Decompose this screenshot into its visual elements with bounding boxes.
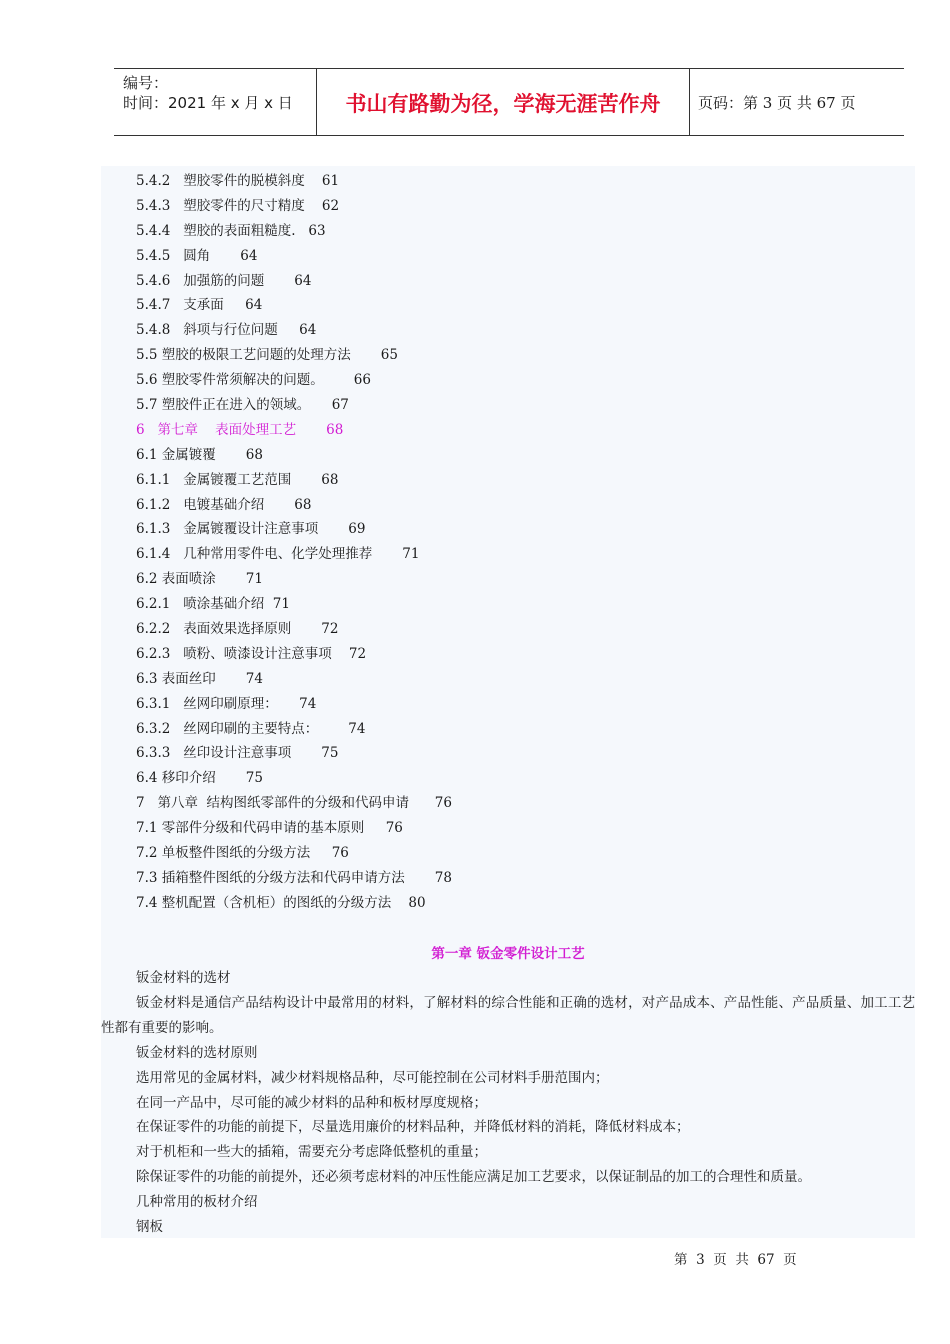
- toc-entry: 5.6 塑胶零件常须解决的问题。 66: [136, 372, 371, 389]
- toc-entry: 5.5 塑胶的极限工艺问题的处理方法 65: [136, 347, 398, 364]
- toc-entry: 5.4.3 塑胶零件的尺寸精度 62: [136, 197, 340, 214]
- body-paragraph: 钣金材料的选材原则: [136, 1044, 258, 1061]
- header-meta: [114, 69, 316, 135]
- header-page-info: 页码：第 3 页 共 67 页: [698, 93, 856, 112]
- toc-entry: 5.4.2 塑胶零件的脱模斜度 61: [136, 173, 340, 189]
- body-text: [101, 966, 915, 1240]
- toc-entry: 6.2 表面喷涂 71: [136, 571, 263, 588]
- toc-entry: 6 第七章 表面处理工艺 68: [136, 421, 344, 438]
- toc-entry: 6.3.2 丝网印刷的主要特点： 74: [136, 720, 366, 737]
- body-paragraph: 在同一产品中，尽可能的减少材料的品种和板材厚度规格；: [136, 1094, 487, 1111]
- toc-entry: 6.1.3 金属镀覆设计注意事项 69: [136, 521, 366, 538]
- toc-entry: 6.1.1 金属镀覆工艺范围 68: [136, 471, 339, 488]
- toc-entry: 5.4.6 加强筋的问题 64: [136, 272, 312, 289]
- body-paragraph: 钣金材料的选材: [136, 970, 231, 986]
- toc-entry: 7.1 零部件分级和代码申请的基本原则 76: [136, 820, 403, 837]
- toc-entry: 6.1 金属镀覆 68: [136, 446, 263, 463]
- body-paragraph: 钣金材料是通信产品结构设计中最常用的材料，了解材料的综合性能和正确的选材，对产品成本、产品性能、产品质量、加工工艺性都有重要的影响。: [101, 994, 915, 1036]
- toc-entry: 7.2 单板整件图纸的分级方法 76: [136, 845, 349, 862]
- code-label: 编号：: [123, 74, 169, 92]
- toc-entry: 6.2.1 喷涂基础介绍 71: [136, 596, 290, 613]
- body-paragraph: 几种常用的板材介绍: [136, 1194, 258, 1211]
- body-paragraph: 选用常见的金属材料，减少材料规格品种，尽可能控制在公司材料手册范围内；: [136, 1069, 609, 1086]
- toc-entry: 6.3 表面丝印 74: [136, 670, 263, 687]
- toc-entry: 6.3.1 丝网印刷原理： 74: [136, 695, 317, 712]
- page-header: [114, 68, 904, 136]
- toc-entry: 5.4.8 斜项与行位问题 64: [136, 322, 317, 339]
- toc-entry: 6.1.2 电镀基础介绍 68: [136, 496, 312, 513]
- toc-entry: 7 第八章 结构图纸零部件的分级和代码申请 76: [136, 795, 452, 812]
- toc-entry: 5.4.4 塑胶的表面粗糙度. 63: [136, 222, 326, 239]
- header-slogan: 书山有路勤为径，学海无涯苦作舟: [316, 69, 690, 135]
- time-label: 时间：2021 年 x 月 x 日: [123, 94, 293, 112]
- toc-entry: 6.3.3 丝印设计注意事项 75: [136, 745, 339, 762]
- toc-entry: 5.7 塑胶件正在进入的领域。 67: [136, 397, 349, 414]
- body-paragraph: 钢板: [136, 1219, 163, 1236]
- page-footer: 第 3 页 共 67 页: [674, 1252, 797, 1268]
- chapter-title: 第一章 钣金零件设计工艺: [431, 946, 585, 962]
- body-paragraph: 除保证零件的功能的前提外，还必须考虑材料的冲压性能应满足加工艺要求，以保证制品的加工的合理性和质量。: [136, 1169, 811, 1186]
- body-paragraph: 对于机柜和一些大的插箱，需要充分考虑降低整机的重量；: [136, 1144, 487, 1161]
- toc-entry: 6.2.2 表面效果选择原则 72: [136, 621, 339, 638]
- document-body: [101, 166, 915, 1238]
- toc-entry: 6.4 移印介绍 75: [136, 770, 263, 787]
- table-of-contents: [136, 169, 452, 916]
- toc-entry: 6.2.3 喷粉、喷漆设计注意事项 72: [136, 645, 367, 662]
- toc-entry: 7.3 插箱整件图纸的分级方法和代码申请方法 78: [136, 869, 452, 886]
- toc-entry: 7.4 整机配置（含机柜）的图纸的分级方法 80: [136, 894, 426, 911]
- toc-entry: 5.4.7 支承面 64: [136, 297, 263, 314]
- toc-entry: 5.4.5 圆角 64: [136, 247, 258, 264]
- toc-entry: 6.1.4 几种常用零件电、化学处理推荐 71: [136, 546, 420, 563]
- body-paragraph: 在保证零件的功能的前提下，尽量选用廉价的材料品种，并降低材料的消耗，降低材料成本；: [136, 1119, 690, 1136]
